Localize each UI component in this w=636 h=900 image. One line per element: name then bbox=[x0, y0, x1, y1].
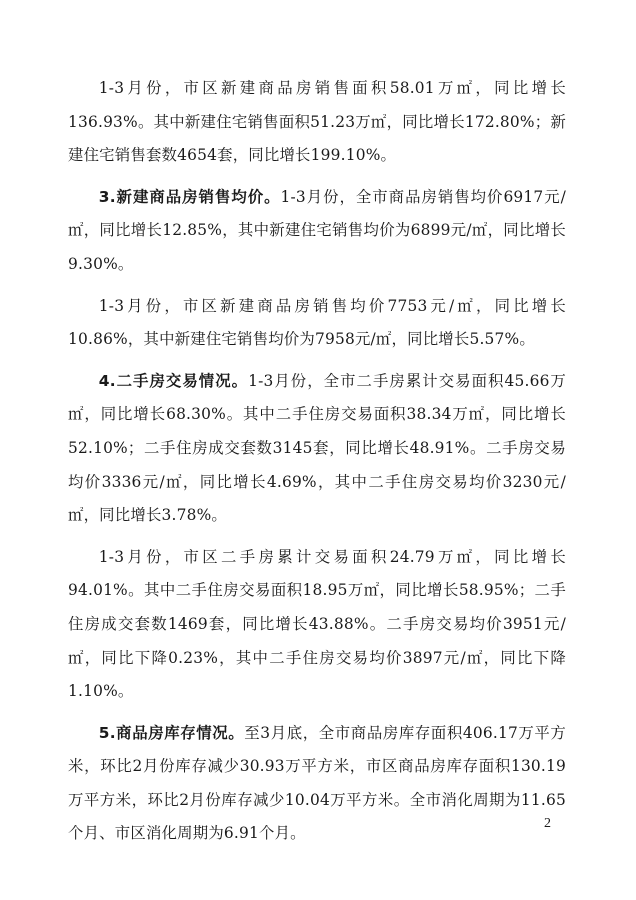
paragraph-new-housing-average-price bbox=[68, 181, 566, 282]
section-heading: 3.新建商品房销售均价。 bbox=[98, 187, 281, 206]
section-heading: 5.商品房库存情况。 bbox=[98, 723, 245, 742]
paragraph-inventory bbox=[68, 717, 566, 851]
paragraph-text: 至3月底，全市商品房库存面积406.17万平方米，环比2月份库存减少30.93万平方米，市区商品房库存面积130.19万平方米，环比2月份库存减少10.04万平方米。全市消化周期为11.65个月、市区消化周期为6.91个月。 bbox=[68, 723, 566, 843]
paragraph-text: 1-3月份，市区新建商品房销售均价7753元/㎡，同比增长10.86%，其中新建住宅销售均价为7958元/㎡，同比增长5.57%。 bbox=[68, 296, 566, 349]
paragraph-urban-second-hand-trading bbox=[68, 541, 566, 709]
section-heading: 4.二手房交易情况。 bbox=[98, 371, 249, 390]
paragraph-second-hand-trading bbox=[68, 365, 566, 533]
document-body bbox=[68, 72, 566, 851]
paragraph-text: 1-3月份，市区新建商品房销售面积58.01万㎡，同比增长136.93%。其中新建住宅销售面积51.23万㎡，同比增长172.80%；新建住宅销售套数4654套，同比增长199.10%。 bbox=[68, 79, 566, 165]
paragraph-text: 1-3月份，市区二手房累计交易面积24.79万㎡，同比增长94.01%。其中二手住房交易面积18.95万㎡，同比增长58.95%；二手住房成交套数1469套，同比增长43.88%。二手房交易均价3951元/㎡，同比下降0.23%，其中二手住房交易均价3897元/㎡，同比下降1.10%。 bbox=[68, 547, 566, 701]
paragraph-text: 1-3月份，全市二手房累计交易面积45.66万㎡，同比增长68.30%。其中二手住房交易面积38.34万㎡，同比增长52.10%；二手住房成交套数3145套，同比增长48.91%。二手房交易均价3336元/㎡，同比增长4.69%，其中二手住房交易均价3230元/㎡，同比增长3.78%。 bbox=[68, 371, 566, 525]
page-number: 2 bbox=[544, 816, 551, 831]
paragraph-text: 1-3月份，全市商品房销售均价6917元/㎡，同比增长12.85%，其中新建住宅销售均价为6899元/㎡，同比增长9.30%。 bbox=[68, 187, 566, 273]
paragraph-urban-new-housing-sales bbox=[68, 72, 566, 173]
paragraph-urban-average-price bbox=[68, 290, 566, 357]
